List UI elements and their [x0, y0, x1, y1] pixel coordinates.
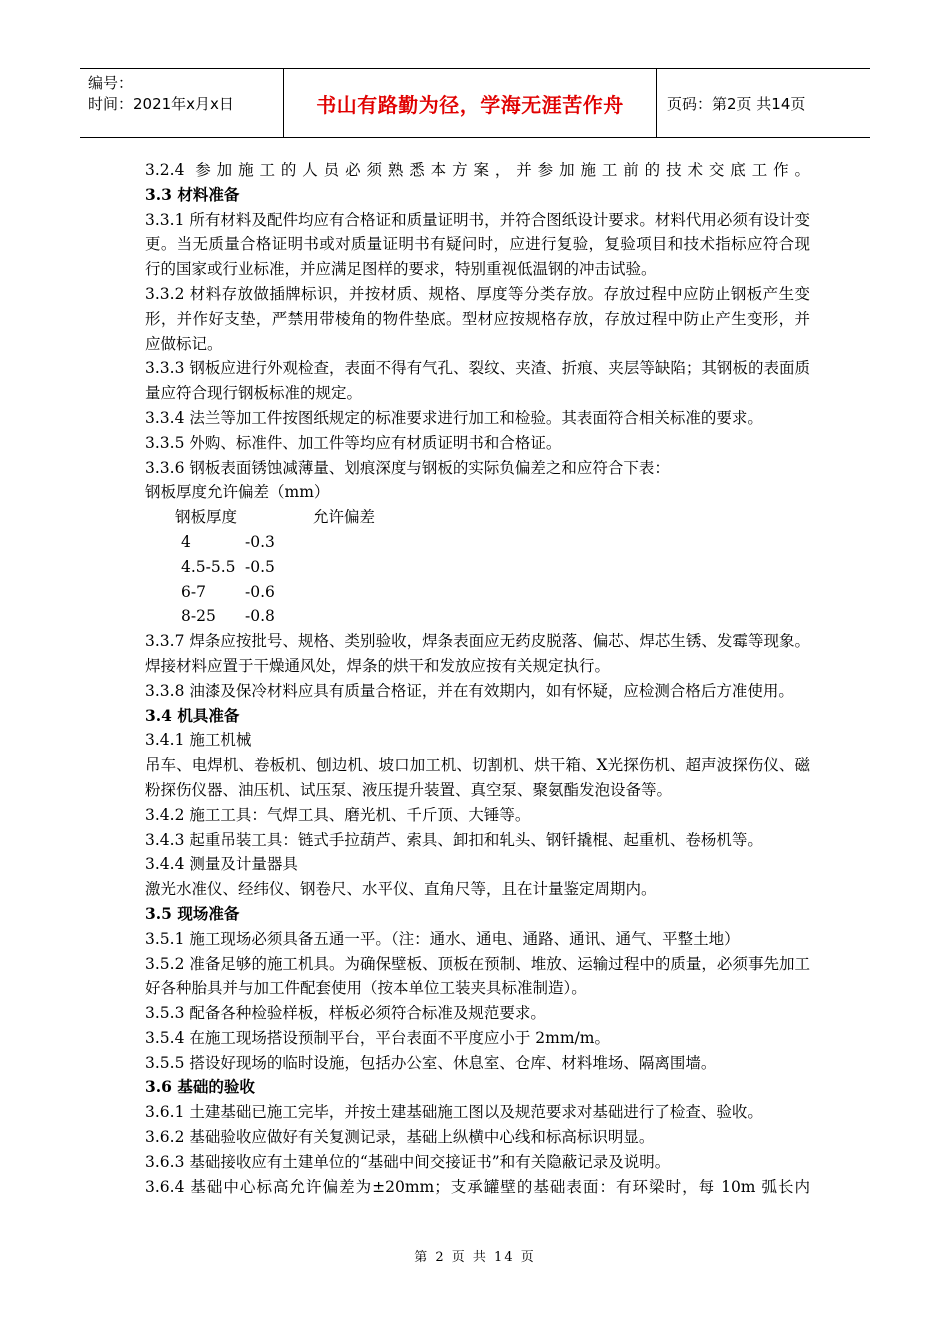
page-header	[80, 68, 870, 138]
paragraph: 钢板厚度允许偏差（mm）	[145, 483, 330, 502]
header-left	[80, 69, 283, 137]
table-row	[145, 604, 810, 629]
header-right	[657, 69, 870, 137]
tolerance-table	[145, 505, 810, 629]
paragraph: 3.5.2 准备足够的施工机具。为确保壁板、顶板在预制、堆放、运输过程中的质量，必须事先加工好各种胎具并与加工件配套使用（按本单位工装夹具标准制造）。	[145, 954, 810, 998]
paragraph: 3.3.8 油漆及保冷材料应具有质量合格证，并在有效期内，如有怀疑，应检测合格后方准使用。	[145, 681, 794, 700]
table-header-row	[145, 505, 810, 530]
section-heading: 3.5 现场准备	[145, 903, 240, 923]
paragraph: 3.3.5 外购、标准件、加工件等均应有材质证明书和合格证。	[145, 433, 562, 452]
document-body	[145, 158, 810, 1199]
table-header-tolerance: 允许偏差	[313, 508, 376, 527]
paragraph: 3.4.2 施工工具：气焊工具、磨光机、千斤顶、大锤等。	[145, 805, 531, 824]
section-block-1	[145, 158, 810, 505]
page-info: 页码：第2页 共14页	[667, 94, 806, 113]
paragraph: 3.3.2 材料存放做插牌标识，并按材质、规格、厚度等分类存放。存放过程中应防止钢板产生变形，并作好支垫，严禁用带棱角的物件垫底。型材应按规格存放，存放过程中防止产生变形，并应做标记。	[145, 284, 810, 353]
table-row	[145, 580, 810, 605]
tolerance-cell: -0.8	[245, 607, 275, 626]
table-body	[145, 530, 810, 629]
paragraph: 3.2.4 参加施工的人员必须熟悉本方案，并参加施工前的技术交底工作。	[145, 161, 810, 179]
paragraph: 3.5.5 搭设好现场的临时设施，包括办公室、休息室、仓库、材料堆场、隔离围墙。	[145, 1053, 717, 1072]
paragraph: 3.3.4 法兰等加工件按图纸规定的标准要求进行加工和检验。其表面符合相关标准的要求。	[145, 408, 763, 427]
paragraph: 3.6.1 土建基础已施工完毕，并按土建基础施工图以及规范要求对基础进行了检查、验收。	[145, 1103, 763, 1122]
thickness-cell: 8-25	[181, 607, 216, 626]
paragraph: 3.6.4 基础中心标高允许偏差为±20mm；支承罐壁的基础表面：有环梁时，每 10m 弧长内	[145, 1177, 810, 1196]
paragraph: 3.5.4 在施工现场搭设预制平台，平台表面不平度应小于 2mm/m。	[145, 1028, 610, 1047]
paragraph: 3.3.1 所有材料及配件均应有合格证和质量证明书，并符合图纸设计要求。材料代用必须有设计变更。当无质量合格证明书或对质量证明书有疑问时，应进行复验，复验项目和技术指标应符合现行的国家或行业标准，并应满足图样的要求，特别重视低温钢的冲击试验。	[145, 210, 810, 279]
thickness-cell: 4	[181, 532, 191, 551]
paragraph: 3.3.6 钢板表面锈蚀减薄量、划痕深度与钢板的实际负偏差之和应符合下表：	[145, 458, 670, 477]
paragraph: 3.5.3 配备各种检验样板，样板必须符合标准及规范要求。	[145, 1004, 546, 1023]
tolerance-cell: -0.3	[245, 532, 275, 551]
section-block-2	[145, 629, 810, 1199]
header-middle	[283, 69, 657, 137]
section-heading: 3.6 基础的验收	[145, 1077, 255, 1097]
thickness-cell: 4.5-5.5	[181, 557, 236, 576]
header-motto: 书山有路勤为径，学海无涯苦作舟	[316, 92, 624, 117]
page-footer: 第 2 页 共 14 页	[414, 1250, 536, 1265]
thickness-cell: 6-7	[181, 582, 206, 601]
document-number-label: 编号：	[88, 74, 134, 92]
paragraph: 吊车、电焊机、卷板机、刨边机、坡口加工机、切割机、烘干箱、X光探伤机、超声波探伤仪、磁粉探伤仪器、油压机、试压泵、液压提升装置、真空泵、聚氨酯发泡设备等。	[145, 756, 810, 799]
section-heading: 3.3 材料准备	[145, 184, 240, 204]
section-heading: 3.4 机具准备	[145, 705, 240, 725]
document-date: 时间：2021年x月x日	[88, 95, 234, 113]
paragraph: 3.4.3 起重吊装工具：链式手拉葫芦、索具、卸扣和轧头、钢钎撬棍、起重机、卷杨机等。	[145, 830, 763, 849]
paragraph: 3.6.2 基础验收应做好有关复测记录，基础上纵横中心线和标高标识明显。	[145, 1128, 655, 1147]
paragraph: 激光水准仪、经纬仪、钢卷尺、水平仪、直角尺等，且在计量鉴定周期内。	[145, 880, 657, 899]
paragraph: 3.3.3 钢板应进行外观检查，表面不得有气孔、裂纹、夹渣、折痕、夹层等缺陷；其钢板的表面质量应符合现行钢板标准的规定。	[145, 359, 810, 403]
paragraph: 3.4.4 测量及计量器具	[145, 855, 298, 874]
paragraph: 3.5.1 施工现场必须具备五通一平。（注：通水、通电、通路、通讯、通气、平整土地）	[145, 929, 740, 948]
table-header-thickness: 钢板厚度	[175, 508, 238, 527]
paragraph: 3.4.1 施工机械	[145, 731, 252, 750]
table-row	[145, 555, 810, 580]
paragraph: 3.3.7 焊条应按批号、规格、类别验收，焊条表面应无药皮脱落、偏芯、焊芯生锈、发霉等现象。焊接材料应置于干燥通风处，焊条的烘干和发放应按有关规定执行。	[145, 632, 810, 675]
paragraph: 3.6.3 基础接收应有土建单位的“基础中间交接证书”和有关隐蔽记录及说明。	[145, 1152, 671, 1171]
tolerance-cell: -0.5	[245, 557, 275, 576]
table-row	[145, 530, 810, 555]
tolerance-cell: -0.6	[245, 582, 275, 601]
